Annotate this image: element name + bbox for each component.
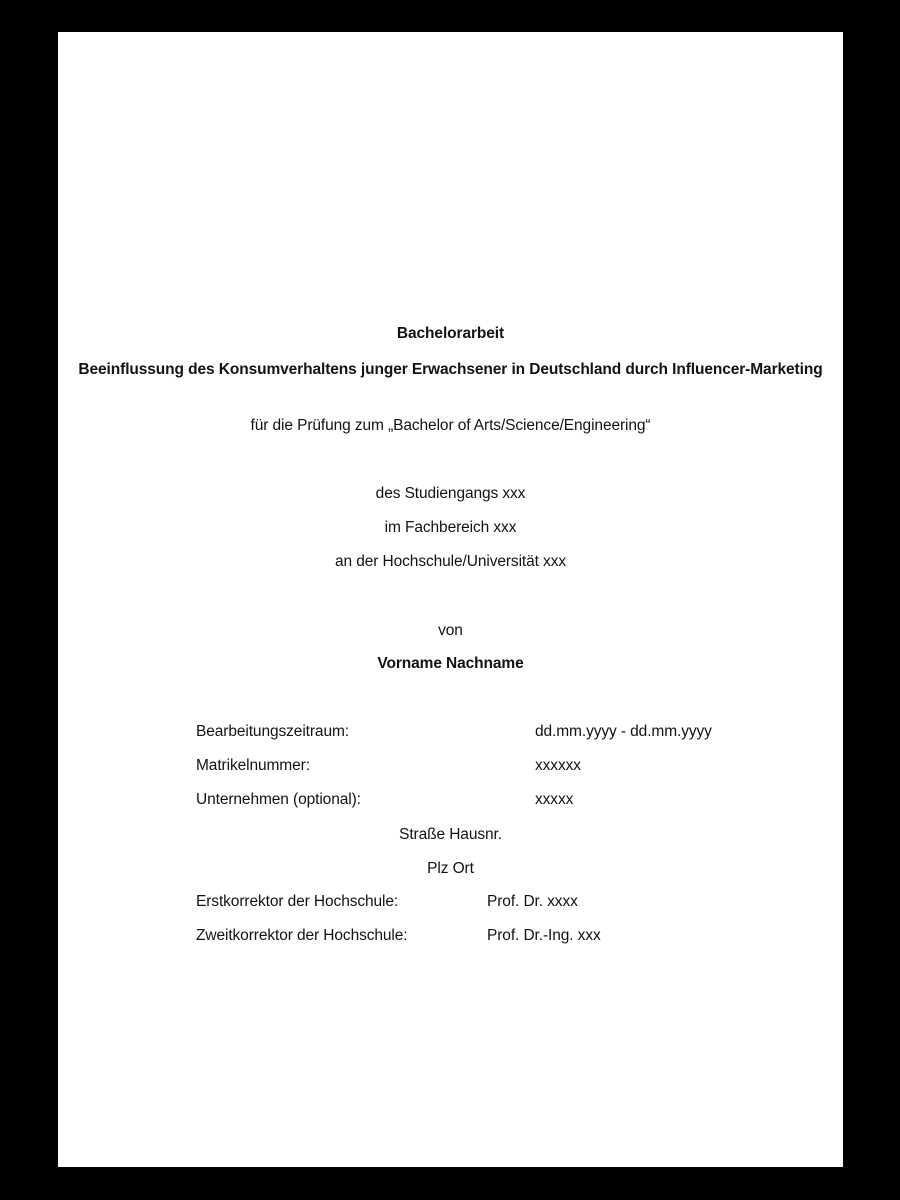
metadata-label: Matrikelnummer: [196, 757, 310, 774]
metadata-row-processing-period [196, 723, 816, 741]
metadata-value: Prof. Dr.-Ing. xxx [487, 927, 601, 944]
metadata-value: xxxxxx [535, 757, 581, 774]
author-by-label: von [438, 622, 463, 639]
metadata-value: dd.mm.yyyy - dd.mm.yyyy [535, 723, 712, 740]
document-type-heading: Bachelorarbeit [396, 325, 505, 342]
metadata-row-company [196, 791, 816, 809]
address-street-line: Straße Hausnr. [399, 826, 502, 843]
address-city-line: Plz Ort [427, 860, 474, 877]
metadata-label: Unternehmen (optional): [196, 791, 361, 808]
metadata-label: Bearbeitungszeitraum: [196, 723, 349, 740]
metadata-label: Erstkorrektor der Hochschule: [196, 893, 399, 910]
metadata-label: Zweitkorrektor der Hochschule: [196, 927, 408, 944]
title-page-document [58, 32, 843, 1167]
author-name: Vorname Nachname [377, 655, 524, 672]
metadata-value: xxxxx [535, 791, 574, 808]
thesis-title-heading: Beeinflussung des Konsumverhaltens junger Erwachsener in Deutschland durch Influencer-Marketing [78, 361, 823, 378]
metadata-row-first-examiner [196, 893, 816, 911]
program-of-study-line: des Studiengangs xxx [375, 485, 526, 502]
exam-purpose-line: für die Prüfung zum „Bachelor of Arts/Science/Engineering“ [250, 417, 651, 434]
department-line: im Fachbereich xxx [384, 519, 517, 536]
metadata-value: Prof. Dr. xxxx [487, 893, 578, 910]
metadata-row-student-number [196, 757, 816, 775]
institution-line: an der Hochschule/Universität xxx [334, 553, 567, 570]
metadata-row-second-examiner [196, 927, 816, 945]
